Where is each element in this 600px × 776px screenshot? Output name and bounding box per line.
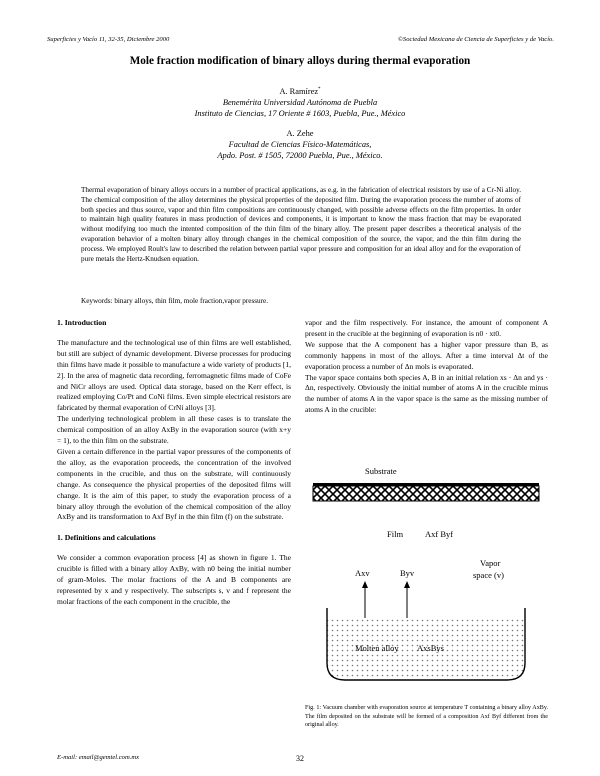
affiliation-line: Instituto de Ciencias, 17 Oriente # 1603, Puebla, Pue., México xyxy=(194,108,406,118)
author-mark: * xyxy=(318,87,321,92)
author-name: A. Ramírez xyxy=(279,86,319,96)
vapor-label: space (v) xyxy=(473,570,504,580)
email-footnote: E-mail: email@gemtel.com.mx xyxy=(57,754,140,761)
section-title: 1. Definitions and calculations xyxy=(57,533,156,543)
arrow-up-icon xyxy=(404,581,410,588)
author-name: A. Zehe xyxy=(286,129,314,138)
author-2 xyxy=(0,128,600,161)
affiliation-line: Benemérita Universidad Autónoma de Puebla xyxy=(222,97,378,107)
paragraph: vapor and the film respectively. For instance, the amount of component A present in the crucible at the beginning of evaporation is n0 · xt0. xyxy=(305,318,548,338)
affiliation-line: Facultad de Ciencias Físico-Matemáticas, xyxy=(228,140,372,149)
molten-label: Molten alloy xyxy=(355,643,399,653)
paragraph: Given a certain difference in the partial vapor pressures of the components of the alloy, as the evaporation proceeds, the concentration of the involved components in the crucible, and thus on the substrate, will continuously change. As consequence the physical properties of the deposited films will change. It is the aim of this paper, to study the evaporation process of a binary alloy through the evolution of the chemical composition of the alloy AxBy and its transformation to Axf Byf in the thin film (f) on the substrate. xyxy=(57,446,291,522)
left-column xyxy=(57,318,291,608)
molten-formula: AxsBys xyxy=(417,643,444,653)
copyright-header: ©Sociedad Mexicana de Ciencia de Superficies y de Vacío. xyxy=(397,36,554,43)
vapor-species-a: Axv xyxy=(355,568,370,578)
paper-title: Mole fraction modification of binary alloys during thermal evaporation xyxy=(129,55,471,67)
paragraph: We consider a common evaporation process [4] as shown in figure 1. The crucible is filled with a binary alloy AxBy, with n0 being the initial number of gram-Moles. The molar fractions of the A and B components are represented by x and y respectively. The subscripts s, v and f represent the molar fractions of the each component in the crucible, the xyxy=(57,553,291,606)
figure-caption: Fig. 1: Vacuum chamber with evaporation source at temperature T containing a binary alloy AxBy. The film deposited on the substrate will be formed of a composition Axf Byf different from the original alloy. xyxy=(305,705,548,729)
section-title: 1. Introduction xyxy=(57,318,107,327)
arrow-up-icon xyxy=(362,581,368,588)
paragraph: The manufacture and the technological use of thin films are well established, but still are subject of dynamic development. Diverse processes for producing thin films have made it possible to manufacture a wide variety of products [1, 2]. In the area of magnetic data recording, ferromagnetic films made of CoFe and NiCr alloys are used. Optical data storage, based on the Kerr effect, is realized employing Co/Pt and CoNi films. Even simple electrical resistors are fabricated by thermal evaporation of CrNi alloys [3]. xyxy=(57,337,291,413)
film-layer xyxy=(313,486,539,501)
film-label: Film xyxy=(387,529,404,539)
vapor-species-b: Byv xyxy=(400,568,415,578)
vapor-label: Vapor xyxy=(480,558,501,568)
author-1 xyxy=(0,84,600,119)
affiliation-line: Apdo. Post. # 1505, 72000 Puebla, Pue., México. xyxy=(217,151,383,160)
paragraph: The underlying technological problem in all these cases is to translate the chemical composition of an alloy AxBy in the evaporation source (with x+y = 1), to the thin film on the substrate. xyxy=(57,414,291,446)
right-column xyxy=(305,318,548,416)
paragraph: We suppose that the A component has a higher vapor pressure than B, as commonly happens in most of the alloys. After a time interval Δt of the evaporation process a number of Δn mols is evaporated. xyxy=(305,339,548,371)
paragraph: The vapor space contains both species A, B in an initial relation xs · Δn and ys · Δn, respectively. Obviously the initial number of atoms A in the crucible minus the number of atoms A in the vapor space is the same as the missing number of atoms A in the crucible: xyxy=(305,372,548,415)
substrate-label: Substrate xyxy=(365,466,397,476)
page-number: 32 xyxy=(296,754,304,763)
abstract: Thermal evaporation of binary alloys occurs in a number of practical applications, as e.g. in the fabrication of electrical resistors by use of a Cr-Ni alloy. The chemical composition of the alloy determines the physical properties of the deposited film. During the evaporation process the number of atoms of both species and thus source, vapor and thin film compositions are continuously changed, with possible adverse effects on the film properties. In order to maintain high quality features in mass production of devices and components, it is important to know the mass fraction that may be evaporated without modifying too much the intented composition of the thin film of the binary alloy. The present paper describes a theoretical analysis of the evaporation behavior of a molten binary alloy through changes in the chemical composition of the source, the vapor, and the thin film during the process. We employed Roult's law to described the relation between partial vapor pressure and composition for an ideal alloy and for the evaporation of pure metals the Hertz-Knudsen equation. xyxy=(81,186,521,263)
journal-header: Superficies y Vacío 11, 32-35, Diciembre 2000 xyxy=(47,36,170,43)
film-formula: Axf Byf xyxy=(425,529,454,539)
evaporation-figure xyxy=(305,458,548,698)
keywords: Keywords: binary alloys, thin film, mole fraction,vapor pressure. xyxy=(81,297,269,305)
